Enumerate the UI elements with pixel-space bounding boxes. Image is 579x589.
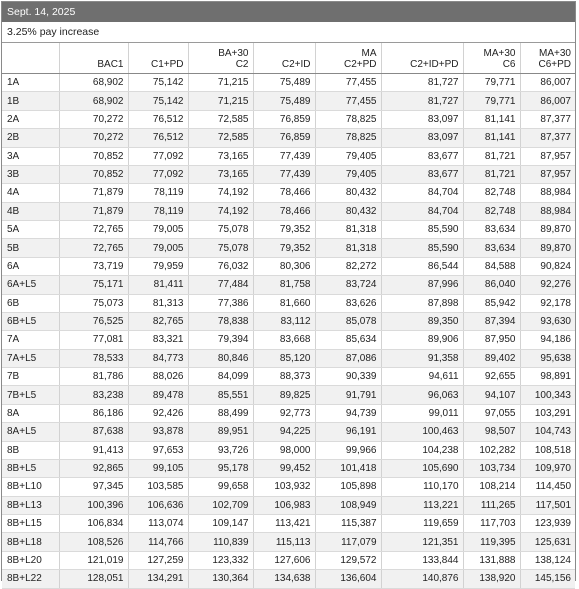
salary-cell: 140,876 [381, 570, 463, 588]
salary-cell: 130,364 [188, 570, 253, 588]
salary-cell: 79,352 [253, 239, 315, 257]
salary-cell: 134,291 [128, 570, 188, 588]
salary-cell: 102,709 [188, 496, 253, 514]
salary-cell: 86,544 [381, 257, 463, 275]
salary-cell: 78,533 [59, 349, 128, 367]
salary-cell: 99,658 [188, 478, 253, 496]
salary-cell: 98,507 [463, 423, 520, 441]
salary-cell: 110,839 [188, 533, 253, 551]
salary-cell: 114,766 [128, 533, 188, 551]
salary-cell: 98,891 [520, 368, 575, 386]
salary-cell: 96,191 [315, 423, 381, 441]
salary-cell: 82,765 [128, 312, 188, 330]
salary-cell: 113,074 [128, 515, 188, 533]
salary-cell: 121,019 [59, 551, 128, 569]
salary-cell: 92,178 [520, 294, 575, 312]
salary-cell: 75,142 [128, 92, 188, 110]
salary-cell: 83,626 [315, 294, 381, 312]
salary-cell: 106,834 [59, 515, 128, 533]
salary-cell: 88,984 [520, 202, 575, 220]
salary-cell: 85,551 [188, 386, 253, 404]
salary-cell: 81,318 [315, 221, 381, 239]
salary-cell: 119,395 [463, 533, 520, 551]
salary-cell: 90,339 [315, 368, 381, 386]
step-label-cell: 3B [2, 165, 59, 183]
salary-cell: 70,852 [59, 147, 128, 165]
salary-cell: 72,765 [59, 221, 128, 239]
salary-cell: 87,377 [520, 129, 575, 147]
table-row [2, 515, 575, 533]
salary-cell: 72,585 [188, 129, 253, 147]
salary-cell: 85,590 [381, 239, 463, 257]
salary-cell: 138,124 [520, 551, 575, 569]
salary-cell: 80,432 [315, 184, 381, 202]
step-label-cell: 8B+L5 [2, 459, 59, 477]
salary-cell: 81,758 [253, 276, 315, 294]
salary-cell: 74,192 [188, 184, 253, 202]
salary-cell: 76,859 [253, 110, 315, 128]
salary-cell: 89,870 [520, 239, 575, 257]
date-header: Sept. 14, 2025 [2, 2, 575, 22]
salary-cell: 86,007 [520, 74, 575, 92]
salary-cell: 83,321 [128, 331, 188, 349]
step-label-cell: 7A+L5 [2, 349, 59, 367]
salary-cell: 114,450 [520, 478, 575, 496]
salary-cell: 97,653 [128, 441, 188, 459]
salary-cell: 131,888 [463, 551, 520, 569]
salary-cell: 77,455 [315, 74, 381, 92]
salary-cell: 81,786 [59, 368, 128, 386]
salary-cell: 75,489 [253, 74, 315, 92]
salary-cell: 117,079 [315, 533, 381, 551]
table-row [2, 165, 575, 183]
salary-cell: 78,119 [128, 202, 188, 220]
step-label-cell: 8B+L15 [2, 515, 59, 533]
salary-cell: 70,272 [59, 110, 128, 128]
salary-cell: 79,005 [128, 221, 188, 239]
salary-cell: 81,721 [463, 165, 520, 183]
table-row [2, 239, 575, 257]
step-label-cell: 2A [2, 110, 59, 128]
salary-cell: 93,726 [188, 441, 253, 459]
salary-cell: 79,005 [128, 239, 188, 257]
salary-cell: 145,156 [520, 570, 575, 588]
salary-cell: 99,011 [381, 404, 463, 422]
step-label-cell: 6A [2, 257, 59, 275]
table-row [2, 92, 575, 110]
salary-cell: 83,097 [381, 129, 463, 147]
salary-cell: 78,838 [188, 312, 253, 330]
salary-cell: 83,668 [253, 331, 315, 349]
salary-cell: 81,141 [463, 129, 520, 147]
table-row [2, 257, 575, 275]
step-label-cell: 4A [2, 184, 59, 202]
step-label-cell: 5A [2, 221, 59, 239]
table-row [2, 221, 575, 239]
salary-cell: 88,373 [253, 368, 315, 386]
salary-cell: 76,525 [59, 312, 128, 330]
salary-cell: 78,466 [253, 184, 315, 202]
salary-cell: 84,588 [463, 257, 520, 275]
salary-cell: 94,186 [520, 331, 575, 349]
table-header-row [2, 43, 575, 74]
salary-cell: 78,119 [128, 184, 188, 202]
salary-cell: 133,844 [381, 551, 463, 569]
salary-cell: 115,113 [253, 533, 315, 551]
salary-cell: 72,585 [188, 110, 253, 128]
salary-cell: 75,171 [59, 276, 128, 294]
salary-cell: 117,501 [520, 496, 575, 514]
salary-cell: 77,081 [59, 331, 128, 349]
salary-cell: 79,771 [463, 74, 520, 92]
table-row [2, 147, 575, 165]
salary-cell: 109,147 [188, 515, 253, 533]
salary-cell: 83,634 [463, 221, 520, 239]
column-header: MA C2+PD [315, 43, 381, 74]
salary-cell: 91,413 [59, 441, 128, 459]
salary-cell: 71,879 [59, 202, 128, 220]
salary-cell: 134,638 [253, 570, 315, 588]
salary-cell: 76,512 [128, 129, 188, 147]
table-row [2, 386, 575, 404]
salary-cell: 77,386 [188, 294, 253, 312]
column-header: C2+ID [253, 43, 315, 74]
salary-cell: 81,727 [381, 74, 463, 92]
salary-cell: 117,703 [463, 515, 520, 533]
salary-cell: 113,421 [253, 515, 315, 533]
salary-cell: 77,439 [253, 147, 315, 165]
salary-cell: 75,489 [253, 92, 315, 110]
salary-cell: 77,092 [128, 147, 188, 165]
salary-cell: 89,825 [253, 386, 315, 404]
salary-cell: 71,215 [188, 92, 253, 110]
salary-cell: 89,478 [128, 386, 188, 404]
salary-cell: 121,351 [381, 533, 463, 551]
salary-cell: 87,957 [520, 165, 575, 183]
table-row [2, 276, 575, 294]
salary-cell: 123,332 [188, 551, 253, 569]
salary-cell: 83,677 [381, 147, 463, 165]
step-label-cell: 3A [2, 147, 59, 165]
salary-cell: 77,092 [128, 165, 188, 183]
table-row [2, 551, 575, 569]
step-label-cell: 8A [2, 404, 59, 422]
salary-cell: 68,902 [59, 74, 128, 92]
salary-cell: 100,343 [520, 386, 575, 404]
column-header: BAC1 [59, 43, 128, 74]
step-label-cell: 8B+L10 [2, 478, 59, 496]
salary-cell: 75,142 [128, 74, 188, 92]
salary-cell: 81,660 [253, 294, 315, 312]
salary-cell: 95,638 [520, 349, 575, 367]
salary-cell: 90,824 [520, 257, 575, 275]
salary-cell: 99,966 [315, 441, 381, 459]
salary-cell: 98,000 [253, 441, 315, 459]
salary-cell: 86,007 [520, 92, 575, 110]
salary-cell: 89,870 [520, 221, 575, 239]
column-header: C1+PD [128, 43, 188, 74]
step-label-cell: 6B+L5 [2, 312, 59, 330]
salary-cell: 127,259 [128, 551, 188, 569]
salary-cell: 76,859 [253, 129, 315, 147]
salary-cell: 125,631 [520, 533, 575, 551]
salary-cell: 89,402 [463, 349, 520, 367]
salary-cell: 102,282 [463, 441, 520, 459]
step-label-cell: 4B [2, 202, 59, 220]
salary-cell: 96,063 [381, 386, 463, 404]
salary-cell: 106,636 [128, 496, 188, 514]
salary-cell: 85,942 [463, 294, 520, 312]
salary-cell: 105,898 [315, 478, 381, 496]
salary-cell: 100,463 [381, 423, 463, 441]
salary-cell: 85,590 [381, 221, 463, 239]
salary-cell: 87,394 [463, 312, 520, 330]
table-row [2, 294, 575, 312]
salary-cell: 88,026 [128, 368, 188, 386]
salary-cell: 81,313 [128, 294, 188, 312]
salary-cell: 70,852 [59, 165, 128, 183]
salary-cell: 85,634 [315, 331, 381, 349]
salary-cell: 77,455 [315, 92, 381, 110]
salary-cell: 87,898 [381, 294, 463, 312]
salary-cell: 83,097 [381, 110, 463, 128]
table-row [2, 184, 575, 202]
salary-cell: 87,950 [463, 331, 520, 349]
salary-cell: 123,939 [520, 515, 575, 533]
salary-schedule-panel [1, 1, 576, 585]
salary-cell: 71,215 [188, 74, 253, 92]
salary-cell: 113,221 [381, 496, 463, 514]
table-row [2, 331, 575, 349]
salary-cell: 80,846 [188, 349, 253, 367]
step-label-cell: 8B+L20 [2, 551, 59, 569]
table-row [2, 478, 575, 496]
step-label-cell: 2B [2, 129, 59, 147]
salary-cell: 88,499 [188, 404, 253, 422]
salary-cell: 111,265 [463, 496, 520, 514]
salary-cell: 86,040 [463, 276, 520, 294]
salary-cell: 71,879 [59, 184, 128, 202]
salary-cell: 87,086 [315, 349, 381, 367]
salary-cell: 99,452 [253, 459, 315, 477]
salary-cell: 86,186 [59, 404, 128, 422]
salary-cell: 92,276 [520, 276, 575, 294]
salary-cell: 81,318 [315, 239, 381, 257]
salary-cell: 84,099 [188, 368, 253, 386]
step-label-cell: 7B+L5 [2, 386, 59, 404]
salary-cell: 97,055 [463, 404, 520, 422]
salary-cell: 78,825 [315, 129, 381, 147]
salary-cell: 127,606 [253, 551, 315, 569]
salary-cell: 136,604 [315, 570, 381, 588]
salary-cell: 83,677 [381, 165, 463, 183]
salary-cell: 89,951 [188, 423, 253, 441]
salary-cell: 72,765 [59, 239, 128, 257]
salary-cell: 73,165 [188, 147, 253, 165]
column-header: MA+30 C6+PD [520, 43, 575, 74]
table-row [2, 129, 575, 147]
column-header: C2+ID+PD [381, 43, 463, 74]
salary-cell: 115,387 [315, 515, 381, 533]
salary-cell: 87,957 [520, 147, 575, 165]
step-label-cell: 8A+L5 [2, 423, 59, 441]
salary-cell: 75,078 [188, 239, 253, 257]
salary-cell: 79,352 [253, 221, 315, 239]
salary-cell: 82,748 [463, 184, 520, 202]
salary-cell: 93,630 [520, 312, 575, 330]
salary-cell: 108,526 [59, 533, 128, 551]
table-row [2, 441, 575, 459]
salary-cell: 108,949 [315, 496, 381, 514]
salary-cell: 83,112 [253, 312, 315, 330]
table-row [2, 368, 575, 386]
salary-cell: 79,405 [315, 165, 381, 183]
salary-cell: 80,306 [253, 257, 315, 275]
table-row [2, 570, 575, 588]
step-label-cell: 8B+L22 [2, 570, 59, 588]
salary-cell: 97,345 [59, 478, 128, 496]
salary-cell: 75,078 [188, 221, 253, 239]
salary-cell: 94,225 [253, 423, 315, 441]
salary-cell: 104,743 [520, 423, 575, 441]
salary-cell: 83,238 [59, 386, 128, 404]
table-row [2, 496, 575, 514]
salary-cell: 79,405 [315, 147, 381, 165]
salary-cell: 108,214 [463, 478, 520, 496]
salary-cell: 68,902 [59, 92, 128, 110]
salary-cell: 108,518 [520, 441, 575, 459]
step-label-cell: 6A+L5 [2, 276, 59, 294]
salary-cell: 78,825 [315, 110, 381, 128]
salary-cell: 76,512 [128, 110, 188, 128]
salary-cell: 85,078 [315, 312, 381, 330]
table-row [2, 74, 575, 92]
salary-cell: 81,721 [463, 147, 520, 165]
table-row [2, 312, 575, 330]
salary-cell: 94,739 [315, 404, 381, 422]
salary-cell: 84,704 [381, 184, 463, 202]
salary-cell: 106,983 [253, 496, 315, 514]
step-label-cell: 1B [2, 92, 59, 110]
salary-cell: 87,996 [381, 276, 463, 294]
salary-cell: 100,396 [59, 496, 128, 514]
step-label-cell: 8B+L13 [2, 496, 59, 514]
salary-cell: 79,394 [188, 331, 253, 349]
salary-cell: 105,690 [381, 459, 463, 477]
table-row [2, 110, 575, 128]
salary-cell: 87,638 [59, 423, 128, 441]
salary-cell: 92,865 [59, 459, 128, 477]
column-header-step [2, 43, 59, 74]
salary-cell: 76,032 [188, 257, 253, 275]
salary-cell: 93,878 [128, 423, 188, 441]
salary-cell: 109,970 [520, 459, 575, 477]
salary-cell: 103,734 [463, 459, 520, 477]
pay-increase-subtitle: 3.25% pay increase [2, 22, 575, 43]
salary-cell: 89,350 [381, 312, 463, 330]
step-label-cell: 7B [2, 368, 59, 386]
salary-cell: 89,906 [381, 331, 463, 349]
table-row [2, 404, 575, 422]
salary-cell: 129,572 [315, 551, 381, 569]
salary-cell: 128,051 [59, 570, 128, 588]
salary-cell: 103,932 [253, 478, 315, 496]
salary-cell: 73,719 [59, 257, 128, 275]
step-label-cell: 8B+L18 [2, 533, 59, 551]
salary-cell: 103,291 [520, 404, 575, 422]
salary-cell: 92,773 [253, 404, 315, 422]
salary-cell: 119,659 [381, 515, 463, 533]
table-row [2, 533, 575, 551]
salary-cell: 84,704 [381, 202, 463, 220]
salary-cell: 74,192 [188, 202, 253, 220]
salary-cell: 78,466 [253, 202, 315, 220]
salary-cell: 103,585 [128, 478, 188, 496]
salary-cell: 82,748 [463, 202, 520, 220]
column-header: BA+30 C2 [188, 43, 253, 74]
salary-cell: 138,920 [463, 570, 520, 588]
salary-cell: 95,178 [188, 459, 253, 477]
salary-cell: 91,358 [381, 349, 463, 367]
salary-cell: 79,959 [128, 257, 188, 275]
salary-cell: 94,107 [463, 386, 520, 404]
salary-cell: 87,377 [520, 110, 575, 128]
salary-cell: 70,272 [59, 129, 128, 147]
salary-cell: 88,984 [520, 184, 575, 202]
salary-cell: 91,791 [315, 386, 381, 404]
salary-cell: 79,771 [463, 92, 520, 110]
salary-cell: 77,484 [188, 276, 253, 294]
table-row [2, 349, 575, 367]
salary-cell: 104,238 [381, 441, 463, 459]
salary-table [2, 43, 575, 589]
salary-cell: 81,411 [128, 276, 188, 294]
step-label-cell: 1A [2, 74, 59, 92]
salary-cell: 81,727 [381, 92, 463, 110]
step-label-cell: 6B [2, 294, 59, 312]
salary-cell: 77,439 [253, 165, 315, 183]
salary-cell: 92,655 [463, 368, 520, 386]
salary-cell: 84,773 [128, 349, 188, 367]
salary-cell: 83,634 [463, 239, 520, 257]
step-label-cell: 7A [2, 331, 59, 349]
salary-cell: 73,165 [188, 165, 253, 183]
table-row [2, 459, 575, 477]
salary-cell: 81,141 [463, 110, 520, 128]
salary-cell: 110,170 [381, 478, 463, 496]
salary-cell: 99,105 [128, 459, 188, 477]
salary-cell: 83,724 [315, 276, 381, 294]
salary-cell: 92,426 [128, 404, 188, 422]
step-label-cell: 5B [2, 239, 59, 257]
salary-cell: 94,611 [381, 368, 463, 386]
salary-cell: 82,272 [315, 257, 381, 275]
salary-cell: 85,120 [253, 349, 315, 367]
table-row [2, 202, 575, 220]
step-label-cell: 8B [2, 441, 59, 459]
table-row [2, 423, 575, 441]
salary-cell: 75,073 [59, 294, 128, 312]
salary-cell: 80,432 [315, 202, 381, 220]
column-header: MA+30 C6 [463, 43, 520, 74]
salary-cell: 101,418 [315, 459, 381, 477]
